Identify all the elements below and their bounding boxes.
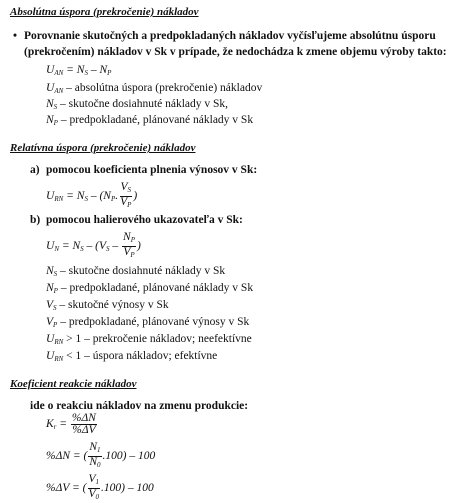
definition-row: $N_P$ – predpokladané, plánované náklady v Sk <box>46 282 254 295</box>
intro-text: ide o reakciu nákladov na zmenu produkcie: <box>30 400 249 412</box>
definition-row: $V_P$ – predpokladané, plánované výnosy v Sk <box>46 316 250 329</box>
heading-cost-reaction: Koeficient reakcie nákladov <box>10 378 137 390</box>
heading-relative-savings: Relatívna úspora (prekročenie) nákladov <box>10 142 196 154</box>
formula-kr: $K_r$ = $\frac{\%\Delta N}{\%\Delta V}$ <box>46 412 96 436</box>
heading-absolute-savings: Absolútna úspora (prekročenie) nákladov <box>10 6 199 18</box>
item-text-b: pomocou halierového ukazovateľa v Sk: <box>46 214 243 226</box>
bullet: • <box>13 30 18 42</box>
definition-row: $U_{RN} > 1$ – prekročenie nákladov; neefektívne <box>46 333 252 346</box>
item-label-a: a) <box>30 164 40 176</box>
para-line-2: (prekročením) nákladov v Sk v prípade, že nedochádza k zmene objemu výroby takto: <box>24 46 447 58</box>
formula-absolute: $U_{AN} = N_S - N_P$ <box>46 64 112 77</box>
formula-relative-a: $U_{RN} = N_S - (N_P$. $\frac{V_S}{V_P}$ ) <box>46 181 138 209</box>
definition-row: $N_S$ – skutočne dosiahnuté náklady v Sk <box>46 265 226 278</box>
definition-row: $U_{RN} < 1$ – úspora nákladov; efektívne <box>46 350 218 363</box>
formula-relative-b: $U_N = N_S - (V_S$ – $\frac{N_P}{V_P}$ ) <box>46 231 141 259</box>
definition-row: $N_P$ – predpokladané, plánované náklady v Sk <box>46 114 254 127</box>
definition-row: $V_S$ – skutočné výnosy v Sk <box>46 299 169 312</box>
item-text-a: pomocou koeficienta plnenia výnosov v Sk: <box>46 164 258 176</box>
definition-row: $U_{AN}$ – absolútna úspora (prekročenie) nákladov <box>46 82 263 95</box>
definition-row: $N_S$ – skutočne dosiahnuté náklady v Sk, <box>46 98 229 111</box>
formula-delta-n: %ΔN = ( $\frac{N_1}{N_0}$ .100) – 100 <box>46 441 156 469</box>
formula-delta-v: %ΔV = ( $\frac{V_1}{V_0}$ .100) – 100 <box>46 473 154 501</box>
para-line-1: Porovnanie skutočných a predpokladaných nákladov vyčísľujeme absolútnu úsporu <box>24 30 436 42</box>
item-label-b: b) <box>30 214 41 226</box>
